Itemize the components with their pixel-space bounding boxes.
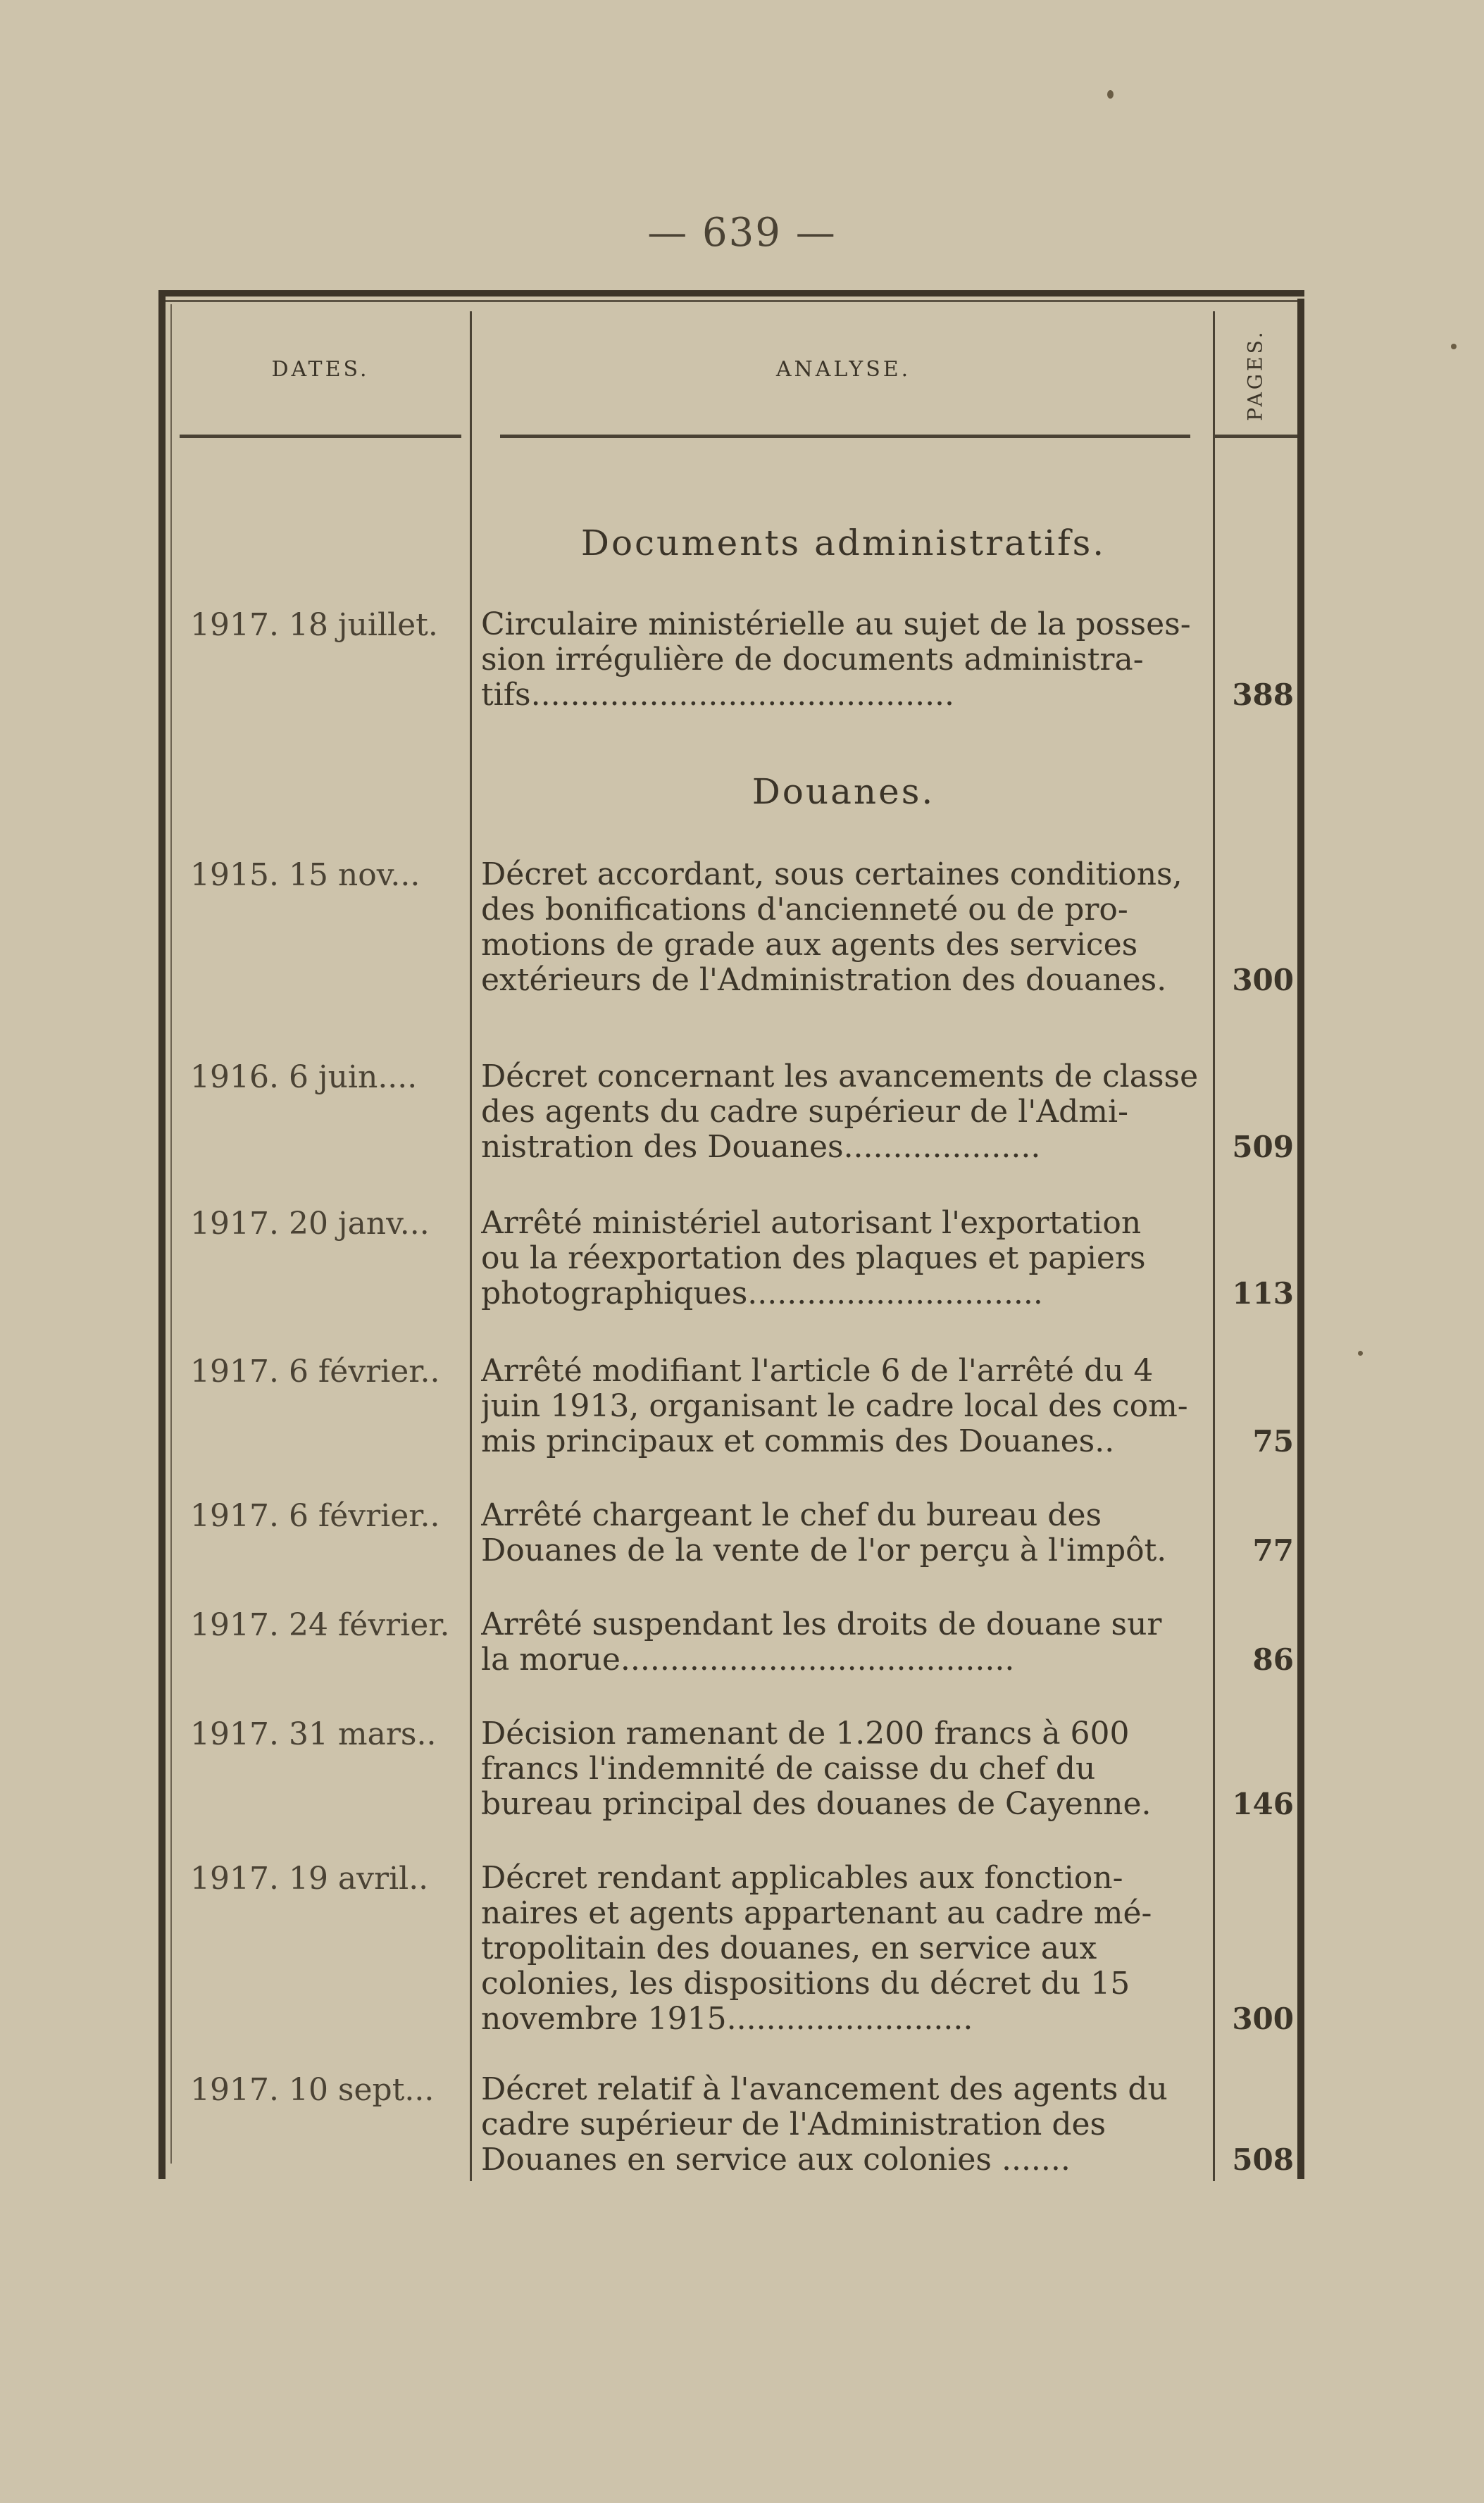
analysis-line: Arrêté modifiant l'article 6 de l'arrêté du 4 — [481, 1354, 1154, 1389]
entry-analysis — [481, 1498, 1206, 1568]
paper-speck — [1107, 90, 1114, 99]
section-title: Documents administratifs. — [580, 523, 1106, 563]
header-analyse: ANALYSE. — [775, 357, 911, 382]
analysis-line: Circulaire ministérielle au sujet de la posses- — [481, 607, 1191, 642]
analysis-line: colonies, les dispositions du décret du 15 — [481, 1966, 1130, 2002]
entry-date: 1917. 19 avril.. — [190, 1861, 429, 1897]
analysis-line: novembre 1915......................... — [481, 2002, 973, 2037]
section-title: Douanes. — [752, 771, 935, 812]
column-divider-dates — [470, 311, 472, 2181]
analysis-line: bureau principal des douanes de Cayenne. — [481, 1787, 1152, 1822]
entry-page: 75 — [1252, 1424, 1294, 1459]
analysis-line: juin 1913, organisant le cadre local des com- — [481, 1389, 1188, 1424]
header-rule-dates — [180, 435, 461, 438]
entry-analysis — [481, 607, 1206, 713]
analysis-line: Décret relatif à l'avancement des agents du — [481, 2072, 1168, 2107]
analysis-line: tifs........................................... — [481, 678, 955, 713]
entry-analysis — [481, 1059, 1206, 1165]
entry-date: 1917. 10 sept... — [190, 2072, 435, 2108]
table-left-border — [158, 290, 166, 2179]
analysis-line: mis principaux et commis des Douanes.. — [481, 1424, 1115, 1459]
entry-analysis — [481, 1861, 1206, 2037]
analysis-line: ou la réexportation des plaques et papiers — [481, 1241, 1146, 1276]
analysis-line: la morue........................................ — [481, 1642, 1015, 1678]
entry-analysis — [481, 1716, 1206, 1822]
analysis-line: des agents du cadre supérieur de l'Admi- — [481, 1094, 1128, 1130]
table-right-border — [1297, 299, 1304, 2179]
entry-date: 1916. 6 juin.... — [190, 1059, 418, 1095]
analysis-line: Douanes en service aux colonies ....... — [481, 2142, 1071, 2178]
entry-page: 77 — [1252, 1533, 1294, 1568]
analysis-line: Arrêté suspendant les droits de douane sur — [481, 1607, 1162, 1642]
analysis-line: Décret rendant applicables aux fonction- — [481, 1861, 1123, 1896]
page-number: — 639 — — [0, 210, 1484, 256]
analysis-line: extérieurs de l'Administration des douanes. — [481, 963, 1167, 998]
entry-page: 388 — [1232, 678, 1294, 712]
analysis-line: Décision ramenant de 1.200 francs à 600 — [481, 1716, 1130, 1752]
table-top-rule-thin — [166, 300, 1299, 302]
paper-speck — [1451, 344, 1457, 349]
analysis-line: des bonifications d'ancienneté ou de pro- — [481, 892, 1128, 928]
entry-analysis — [481, 2072, 1206, 2178]
header-rule-pages — [1215, 435, 1297, 438]
paper-speck — [1358, 1351, 1363, 1356]
analysis-line: naires et agents appartenant au cadre mé- — [481, 1896, 1152, 1931]
analysis-line: Arrêté chargeant le chef du bureau des — [481, 1498, 1102, 1533]
analysis-line: Décret accordant, sous certaines conditions, — [481, 857, 1183, 892]
entry-date: 1917. 6 février.. — [190, 1498, 440, 1534]
analysis-line: motions de grade aux agents des services — [481, 928, 1138, 963]
entry-analysis — [481, 857, 1206, 998]
entry-page: 300 — [1232, 963, 1294, 997]
entry-date: 1917. 18 juillet. — [190, 607, 438, 643]
header-dates: DATES. — [271, 357, 370, 382]
analysis-line: tropolitain des douanes, en service aux — [481, 1931, 1097, 1966]
analysis-line: Douanes de la vente de l'or perçu à l'impôt. — [481, 1533, 1167, 1568]
entry-page: 509 — [1232, 1130, 1294, 1164]
table-left-border-thin — [170, 304, 172, 2164]
entry-date: 1917. 31 mars.. — [190, 1716, 437, 1752]
analysis-line: Décret concernant les avancements de classe — [481, 1059, 1199, 1094]
entry-analysis — [481, 1607, 1206, 1678]
analysis-line: cadre supérieur de l'Administration des — [481, 2107, 1106, 2142]
entry-date: 1917. 6 février.. — [190, 1354, 440, 1390]
column-divider-pages — [1213, 311, 1215, 2181]
table-top-rule — [158, 290, 1304, 297]
analysis-line: Arrêté ministériel autorisant l'exportation — [481, 1206, 1142, 1241]
header-pages: PAGES. — [1244, 328, 1268, 421]
entry-date: 1917. 20 janv... — [190, 1206, 430, 1242]
analysis-line: nistration des Douanes.................... — [481, 1130, 1041, 1165]
entry-page: 146 — [1232, 1787, 1294, 1821]
header-rule-analyse — [500, 435, 1190, 438]
entry-analysis — [481, 1206, 1206, 1311]
index-table — [158, 290, 1304, 2179]
entry-page: 300 — [1232, 2002, 1294, 2036]
entry-date: 1917. 24 février. — [190, 1607, 450, 1643]
entry-page: 86 — [1252, 1642, 1294, 1677]
entry-page: 113 — [1232, 1276, 1294, 1311]
entry-page: 508 — [1232, 2142, 1294, 2177]
entry-date: 1915. 15 nov... — [190, 857, 420, 893]
analysis-line: francs l'indemnité de caisse du chef du — [481, 1752, 1096, 1787]
analysis-line: photographiques.............................. — [481, 1276, 1043, 1311]
header-pages-cell — [1218, 322, 1292, 427]
analysis-line: sion irrégulière de documents administra- — [481, 642, 1144, 678]
entry-analysis — [481, 1354, 1206, 1459]
